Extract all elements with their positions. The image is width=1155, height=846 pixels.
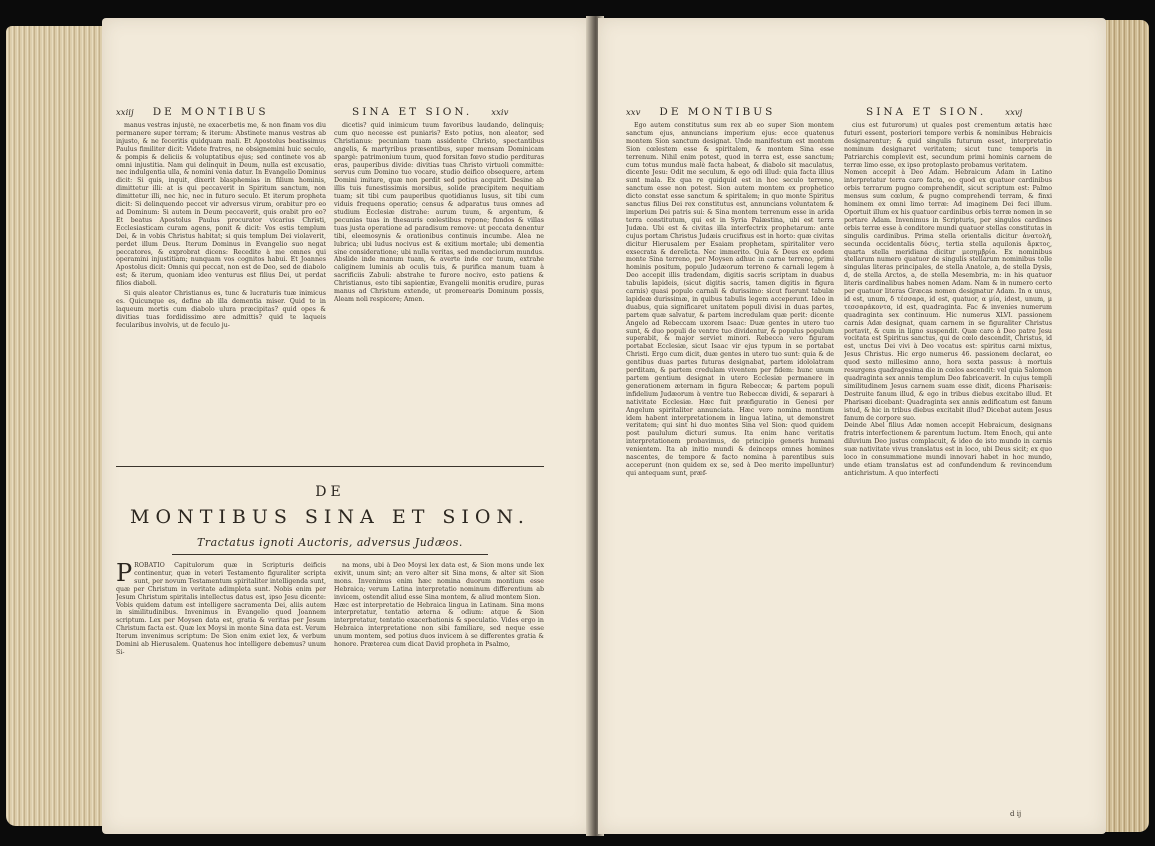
drop-cap: P [116,562,133,587]
page-number-right: xxvj [1005,108,1023,118]
running-head-left: DE MONTIBUS [659,106,776,118]
right-column-2 [844,122,1052,806]
treatise-de: DE [315,484,345,500]
left-column-2 [334,122,544,458]
paragraph: ROBATIO Capitulorum quæ in Scripturis deificis continentur, quæ in veteri Testamento figuraliter scripta sunt, per novum Testamentum spiritaliter intelligenda sunt, quæ per Christum in veritate adimpleta sunt. Nobis enim per Jesum Christum spiritalis intellectus datus est, ipso Jesu dicente: Vobis quidem datum est intelligere sacramenta Dei, aliis autem in similitudinibus. Invenimus in Evangelio quod Joannem scriptum. Lex per Moysen data est, gratia & veritas per Jesum Christum facta est. Quæ lex Moysi in monte Sina data est. Verum Iterum invenimus scriptum: De Sion enim exiet lex, & verbum Domini ab Hierusalem. Quatenus hoc intelligere debemus? unum Si- [116,562,326,656]
running-head-left: DE MONTIBUS [152,106,269,118]
page-number: xxiij [116,108,134,118]
paragraph: Si quis aleator Christianus es, tunc & lucraturis tuæ inimicus es. Quicunque es, define ab illa dementia miser. Quid te in laqueum mortis cum diabolo ulura præcipitas? quid opes & divitias tuas fordidissimo ære admittis? quid te laqueis fecularibus involvis, ut de feculo ju- [116,290,326,329]
treatise-column-2 [334,562,544,808]
signature-mark: d ij [1010,810,1022,818]
left-running-head [116,106,269,118]
left-running-head-2 [352,106,508,118]
right-running-head [626,106,775,118]
right-page [598,18,1106,834]
subtitle-rule [172,554,488,555]
treatise-subtitle: Tractatus ignoti Auctoris, adversus Judæos. [197,536,463,549]
left-column-1 [116,122,326,458]
treatise-title: MONTIBUS SINA ET SION. [130,506,530,528]
page-edges-left [6,26,110,826]
page-edges-right [1101,20,1149,832]
section-rule [116,466,544,467]
right-running-head-2 [866,106,1022,118]
paragraph: Ego autem constitutus sum rex ab eo super Sion montem sanctum ejus, annuncians imperium ejus: ecce quatenus montem Sion sanctum designat. Unde manifestum est montem Sion cœlestem esse & spiritalem, & montem Sina esse terrenum. Nihil enim potest, quod in terra est, esse sanctum; cum totus mundus malè facta habeat, & diabolo sit maculatus, dicente Jesu: Odit me seculum, & ego odi illud: quia facta illius sunt mala. Ex qua re quidquid est in hoc seculo terreno, sanctum esse non potest. Sion autem montem ex prophetico dicto constat esse sanctum & spiritalem; in quo monte Spiritus sanctus filius Dei rex constitutus est, annuncians voluntatem & imperium Dei patris sui: & Sina montem terrenum esse in arida terra constitutum, qui est in Syria Palæstina, ubi est terra Judæa. Ubi est & civitas illa interfectrix prophetarum: ante cujus portam Christus Judæis crucifixus est in horto: quæ civitas dicitur Hierusalem per Esaiam prophetam, spiritaliter vero exsecrata & derelicta. Nec immerito. Quia & Deus ex eodem monte Sina terreno, per Moysen adhuc in carne terreno, primi hominis positum, populo Judæorum terreno & carnali legem à Deo accepit illis tradendam, digitis sacris scriptam in duabus tabulis lapideis, (sicut digitis sacris, tamen digitis in figura carnis) quasi populo carnali & durissimo: sicut fuerunt tabulæ lapideæ durissimæ, in quibus tabulis legem acceperunt. Ideo in duabus, quia significaret unitatem populi divisi in duas partes, partem quæ salvatur, & partem incredulam quæ perit: dicente Angelo ad Rebeccam uxorem Isaac: Duæ gentes in utero tuo sunt, & duo populi de ventre tuo dividentur, & populus populum superabit, & major serviet minori. Rebecca vero figuram portabat Ecclesiæ, sicut Isaac vir ejus typum in se portabat Christi. Ergo cum dicit, duæ gentes in utero tuo sunt: quia & de gentibus duas partes futuras designabat, partem idololatram perditam, & partem credulam viventem per fidem: hunc unum partem gentium designat in utero Ecclesiæ permanere in generationem æternam in figura Rebeccæ; & partem populi infidelium Judæorum à ventre tuo Rebeccæ dividi, & separari à nativitate Ecclesiæ. Hæc fuit præfiguratio in Genesi per Angelum spiritaliter annunciata. Hæc vero nomina montium idem habent interpretationem in lingua latina, ut demonstret veritatem; qui sint hi duo montes Sina vel Sion: quod quidem post paululum dicturi sumus. Ita enim hanc veritatis interpretationem probavimus, de principio generis humani venientem. Ita ab initio mundi & deinceps omnes homines nascentes, de tempore & facto nomina à parentibus suis acceperunt (non quidem ex se, sed à Deo merito impelluntur) qui antequam sunt, præf- [626,122,834,477]
paragraph: dicetis? quid inimicum tuum favoribus laudando, delinquis; cum quo necesse est puniaris? Esto potius, non aleator, sed Christianus: pecuniam tuam assidente Christo, spectantibus angelis, & martyribus præsentibus, super mensam Dominicam spargè: patrimonium tuum, quod forsitan fœvo studio perdituras eras, pauperibus divide: divitias tuas Christo virtuoli committe: servus cum Domino tuo vocare, studio deifico obsequere, artem Domini imitare, quæ non perdit sed potius acquirit. Desine ab illis tuis funestissimis morsibus, solide præcipitem nequitiam tuam; sit tibi cum pauperibus quotidianus lusus, sit tibi cum viduis frequens operatio; census & adparatus tuus omnes ad studium Ecclesiæ distrahe: aurum tuum, & argentum, & pecunias tuas in thesauris cœlestibus repone; fundos & villas tuas justa operatione ad paradisum remove: ut peccata denentur tibi, eleemosynis & orationibus continuis incumbe. Alea ne lubrica; ubi ludus nocivus est & exitium mortale; ubi dementia sine consideratione; ubi nulla veritas, sed mendaciorum mundus. Abslide inde manum tuam, & averte inde cor tuum, extrahe caliginem luminis ab oculis tuis, & purifica manum tuam à sacrificiis Zabuli: abstrahe te furore nocivo, esto patiens & Christianus, esto tibi sapientiæ, Evangelii monitis erudire, puras manus ad Christum extende, ut promerearis Dominum possis, Aleam noli respicere; Amen. [334,122,544,303]
running-head-right: SINA ET SION. [866,106,987,118]
page-number-right: xxiv [491,108,509,118]
right-column-1 [626,122,834,806]
paragraph: cius est futurorum) ut quales post crementum ætatis hæc futuri essent, posteriori tempore verbis & nominibus Hebraicis designarentur; & quid singulis futurum esset, interpretatio nominum designaret veritatem; sicut tunc temporis in Patriarchis complevit est, secundum primi hominis carnem de terræ limo esse, ex ipso protoplasto probamus veritatem. Nomen accepit à Deo Adam. Hebraicum Adam in Latino interpretatur terra caro facta, eo quod ex quatuor cardinibus orbis terrarum pugno comprehendit, sicut scriptum est: Palmo mensus sum cœlum, & pugno comprehendi terram, & finxi hominem ex omni limo terræ: Ad imaginem Dei feci illum. Oportuit illum ex his quatuor cardinibus orbis terræ nomen in se portare Adam. Invenimus in Scripturis, per singulos cardines orbis terræ esse à conditore mundi quatuor stellas constitutas in singulis cardinibus. Prima stella orientalis dicitur ἀνατολή, secunda occidentalis δύσις, tertia stella aquilonis ἄρκτος, quarta stella meridiana dicitur μεσημβρία. Ex nominibus stellarum numero quatuor de singulis stellarum nominibus tolle singulas literas principales, de stella Anatole, a, de stella Dysis, d, de stella Arctos, a, de stella Mesembria, m: in his quatuor literis cardinalibus habes nomen Adam. Nam & in numero certo per quatuor literas Græcas nomen designatur Adam. In α unus, id est, unum, δ τέσσαρα, id est, quatuor, α μία, idest, unum, μ τεσσαράκοντα, id est, quadraginta. Fac & invenies numerum quadraginta sex continuum. Hic numerus XLVI. passionem carnis Adæ designat, quam carnem in se figuraliter Christus portavit, & cum in ligno suspendit. Quæ caro à Deo patre Jesu vocitata est Spiritus sanctus, qui de cœlo descendit, Christus, id est, unctus Dei vivi à Deo vocatus est: spiritus carni mixtus, Jesus Christus. Hic ergo numerus 46. passionem declarat, eo quod sexto millesimo anno, hora sexta passus: à mortuis resurgens quadragesima die in cœlos ascendit: vel quia Salomon quadraginta sex annis templum Deo fabricaverit. In cujus templi similitudinem Jesus carnem suam esse dixit, dicens Pharisæis: Destruite fanum illud, & ego in tribus diebus excitabo illud. Et Pharisæi dicebant: Quadraginta sex annis ædificatum est fanum istud, & hic in tribus diebus excitabit illud? Dicebat autem Jesus fanum de corpore suo. Deinde Abel filius Adæ nomen accepit Hebraicum, designans fratris interfectionem & parentum luctum. Item Enoch, qui ante diluvium Deo justus complacuit, & ideo de isto mundo in carnis suæ nativitate vivus translatus est in loco, ubi Deus sicit; ex quo loco in consummatione mundi innovari habet in hoc mundo, unde etiam translatus est ad confundendum & revincendum antichristum. A quo interfecti [844,122,1052,477]
open-book [6,8,1149,840]
treatise-column-1 [116,562,326,808]
paragraph: manus vestras injustè, ne exacerbetis me, & non finam vos diu permanere super terram; & iterum: Abstinete manus vestras ab injusto, & ne feceritis quidquam mali. Et Apostolus beatissimus Paulus fimiliter dicit: Videte fratres, ne obsignemini huic seculo, & pompis & deliciis & voluptatibus ejus; sed continete vos ab omni injustitia. Nam qui delinquit in Deum, nulla est excusatio, nec indulgentia ulla, & nomini venia datur. In Evangelio Dominus dicit: Si quis, inquit, dixerit blasphemias in filium hominis, dimittetur illi: at is qui peccaverit in Spiritum sanctum, non dimittetur illi, nec hic, nec in futuro seculo. Et iterum propheta dicit: Si delinquendo peccet vir adversus virum, orabitur pro eo ad Dominum: Si autem in Deum peccaverit, quis orabit pro eo? Et beatus Apostolus Paulus procurator vicarius Christi, Ecclesiasticam curam agens, ponit & dicit: Vos estis templum Dei, & in vobis Christus habitat; si quis templum Dei violaverit, perdet illum Deus. Iterum Dominus in Evangelio suo negat peccatores, & exprobrat dicens: Recedite à me omnes qui operamini injustitiam; nunquam vos cognitos habui. Et Joannes Apostolus dicit: Omnis qui peccat, non est de Deo, sed de diabolo est; & iterum, quoniam ideo venturus est filius Dei, ut perdat filios diaboli. [116,122,326,288]
running-head-right: SINA ET SION. [352,106,473,118]
page-number: xxv [626,108,641,118]
paragraph: na mons, ubi à Deo Moysi lex data est, & Sion mons unde lex exivit, unum sint; an vero alter sit Sina mons, & alter sit Sion mons. Invenimus enim hæc nomina duorum montium esse Hebraica; verum Latina interpretatio nominum differentium ab invicem, ostendit aliud esse Sina montem, & aliud montem Sion. Hæc est interpretatio de Hebraica lingua in Latinam. Sina mons interpretatur, tentatio æterna & odium: atque & Sion interpretatur, tentatio exacerbationis & speculatio. Vides ergo in Hebraica interpretatione non sibi familiare, sed neque esse unum montem, sed potius duos invicem à se differentes gratia & honore. Præterea cum dicat David propheta in Psalmo, [334,562,544,649]
left-page [102,18,592,834]
